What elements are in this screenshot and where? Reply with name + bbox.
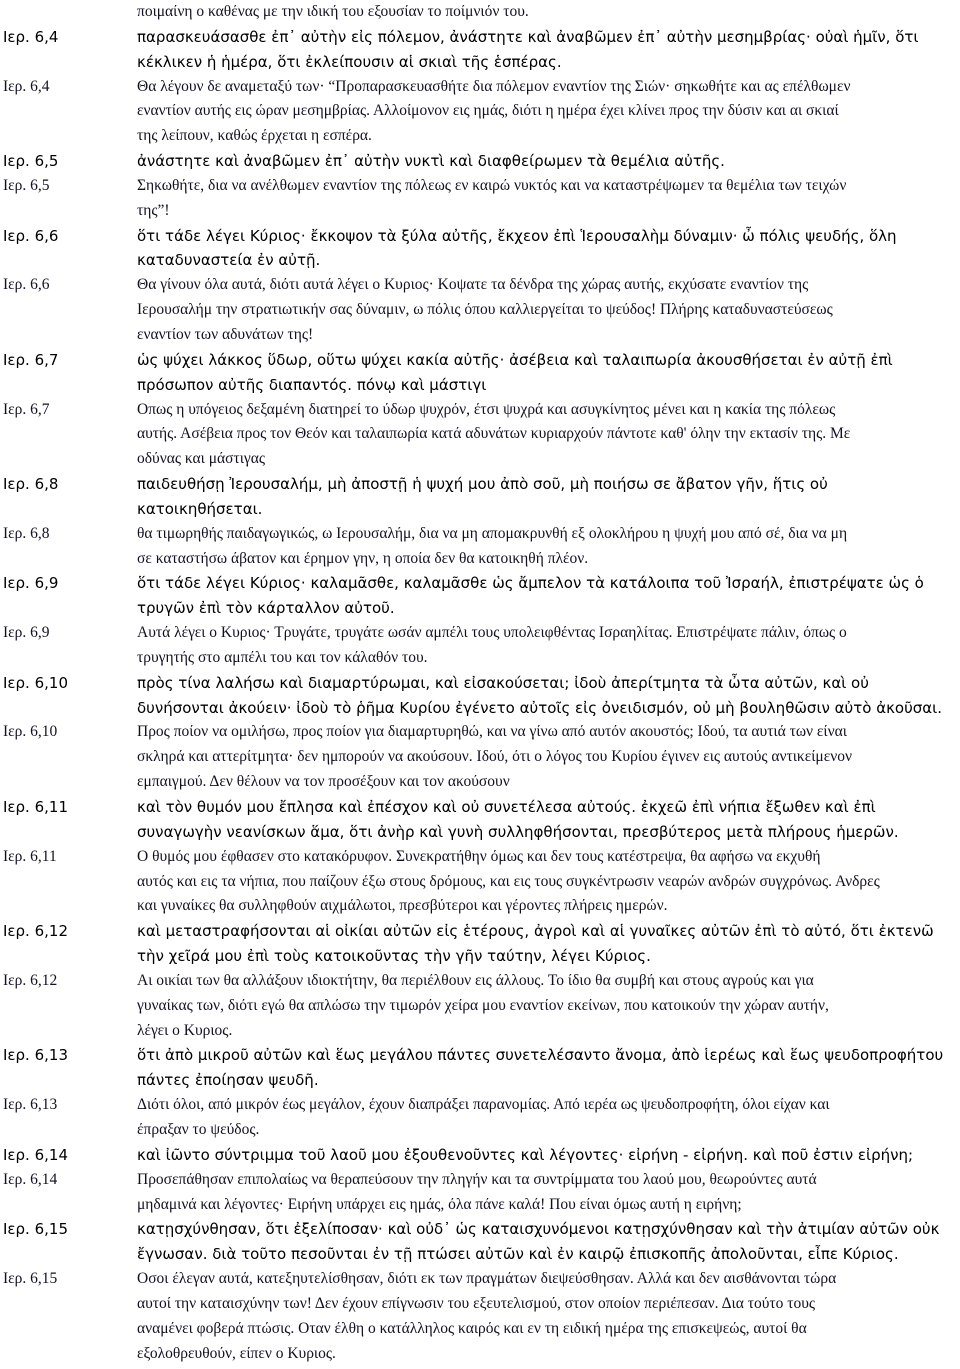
- verse-block-modern: [0, 845, 960, 920]
- verse-reference: Ιερ. 6,6: [3, 276, 50, 294]
- text-line: [0, 547, 960, 572]
- verse-reference: Ιερ. 6,9: [3, 624, 50, 642]
- line-text: Θα λέγουν δε αναμεταξύ των· “Προπαρασκευασθήτε δια πόλεμον εναντίον της Σιών· σηκωθήτε και ας επέλθωμεν: [137, 77, 851, 95]
- line-text: παρασκευάσασθε ἐπ᾿ αὐτὴν εἰς πόλεμον, ἀνάστητε καὶ ἀναβῶμεν ἐπ᾿ αὐτὴν μεσημβρίας· οὐαὶ ἡμῖν, ὅτι: [137, 27, 919, 46]
- verse-line-modern: [137, 1193, 955, 1218]
- verse-block-modern: [0, 969, 960, 1044]
- verse-line-ancient: [137, 50, 955, 75]
- text-line: [0, 25, 960, 50]
- verse-line-ancient: [137, 25, 955, 50]
- text-line: [0, 348, 960, 373]
- verse-reference-empty: [0, 696, 137, 721]
- verse-reference: Ιερ. 6,11: [3, 798, 68, 816]
- text-line: [0, 199, 960, 224]
- line-text: συναγωγὴν νεανίσκων ἅμα, ὅτι ἀνὴρ καὶ γυνὴ συλληφθήσονται, πρεσβύτερος μετὰ πλήρους ἡμερῶν.: [137, 822, 899, 841]
- verse-line-modern: [137, 1267, 955, 1292]
- verse-line-ancient: [137, 795, 955, 820]
- line-text: Ιερουσαλήμ την στρατιωτικήν σας δύναμιν, ω πόλις όπου καλλιεργείται το ψεύδος! Πλήρης καταδυναστεύσεως: [137, 301, 833, 319]
- text-line: [0, 323, 960, 348]
- line-text: γυναίκας των, διότι εγώ θα απλώσω την τιμωρόν χείρα μου εναντίον εκείνων, που κατοικούν την χώραν αυτήν,: [137, 996, 829, 1014]
- verse-reference-empty: [0, 373, 137, 398]
- verse-reference: Ιερ. 6,10: [3, 723, 58, 741]
- verse-line-ancient: [137, 1143, 955, 1168]
- text-line: [0, 1317, 960, 1342]
- verse-reference: Ιερ. 6,7: [3, 400, 50, 418]
- line-text: τρυγῶν ἐπὶ τὸν κάρταλλον αὐτοῦ.: [137, 599, 395, 618]
- verse-block-modern: [0, 720, 960, 795]
- text-line: [0, 1292, 960, 1317]
- line-text: κατοικηθήσεται.: [137, 499, 263, 518]
- text-line: [0, 646, 960, 671]
- verse-reference-empty: [0, 944, 137, 969]
- verse-line-modern: [137, 174, 955, 199]
- line-text: της”!: [137, 201, 170, 219]
- text-line: [0, 1068, 960, 1093]
- verse-block-ancient: [0, 149, 960, 174]
- line-text: δυνήσονται ἀκούειν· ἰδοὺ τὸ ῥῆμα Κυρίου ἐγένετο αὐτοῖς εἰς ὀνειδισμόν, οὐ μὴ βουληθῶσιν αὐτὸ ἀκοῦσαι.: [137, 698, 943, 717]
- verse-line-modern: [137, 720, 955, 745]
- verse-block-modern: [0, 174, 960, 224]
- verse-line-modern: [137, 969, 955, 994]
- verse-line-ancient: [137, 571, 955, 596]
- text-line: [0, 820, 960, 845]
- text-line: [0, 398, 960, 423]
- line-text: Διότι όλοι, από μικρόν έως μεγάλον, έχουν διαπράξει παρανομίας. Από ιερέα ως ψευδοπροφήτη, όλοι είχαν και: [137, 1096, 830, 1114]
- line-text: αυτοί την καταισχύνην των! Δεν έχουν επίγνωσιν του εξευτελισμού, στον οποίον περιέπεσαν. Δια τούτο τους: [137, 1294, 816, 1312]
- verse-reference: Ιερ. 6,7: [3, 350, 59, 369]
- line-text: εναντίον αυτής εις ώραν μεσημβρίας. Αλλοίμονον εις ημάς, διότι η ημέρα έχει κλίνει προς την δύσιν και αι σκιαί: [137, 102, 839, 120]
- verse-reference-empty: [0, 248, 137, 273]
- line-text: εμπαιγμού. Δεν θέλουν να τον προσέξουν και τον ακούσουν: [137, 773, 510, 791]
- verse-line-ancient: [137, 1068, 955, 1093]
- verse-block-modern: [0, 621, 960, 671]
- verse-line-modern: [137, 75, 955, 100]
- verse-line-ancient: [137, 348, 955, 373]
- line-text: ποιμαίνη ο καθένας με την ιδική του εξουσίαν το ποίμνιόν του.: [137, 3, 529, 20]
- verse-block-ancient: [0, 224, 960, 274]
- verse-reference-empty: [0, 1019, 137, 1044]
- line-text: αναμένει φοβερά πτώσις. Οταν έλθη ο κατάλληλος καιρός και εν τη ειδική ημέρα της επισκεψεώς, αυτοί θα: [137, 1319, 807, 1337]
- line-text: ὅτι ἀπὸ μικροῦ αὐτῶν καὶ ἕως μεγάλου πάντες συνετελέσαντο ἄνομα, ἀπὸ ἱερέως καὶ ἕως ψευδοπροφήτου: [137, 1046, 944, 1065]
- text-line: [0, 50, 960, 75]
- line-text: Προς ποίον να ομιλήσω, προς ποίον για διαμαρτυρηθώ, και να γίνω από αυτόν ακουστός; Ιδού, τα αυτιά των είναι: [137, 723, 847, 741]
- verse-reference: Ιερ. 6,15: [3, 1220, 68, 1239]
- verse-block-ancient: [0, 795, 960, 845]
- verse-line-modern: [137, 0, 955, 25]
- verse-reference: Ιερ. 6,13: [3, 1046, 68, 1065]
- verse-reference: Ιερ. 6,12: [3, 922, 68, 941]
- line-text: εναντίον των αδυνάτων της!: [137, 325, 314, 343]
- verse-reference: Ιερ. 6,13: [3, 1096, 58, 1114]
- verse-reference-empty: [0, 199, 137, 224]
- text-line: [0, 472, 960, 497]
- text-line: [0, 969, 960, 994]
- line-text: οδύνας και μάστιγας: [137, 450, 266, 468]
- line-text: τὴν χεῖρά μου ἐπὶ τοὺς κατοικοῦντας τὴν γῆν ταύτην, λέγει Κύριος.: [137, 947, 651, 966]
- verse-reference-empty: [0, 1118, 137, 1143]
- verse-reference-empty: [0, 745, 137, 770]
- verse-reference: Ιερ. 6,5: [3, 176, 50, 194]
- verse-line-modern: [137, 273, 955, 298]
- text-line: [0, 1118, 960, 1143]
- text-line: [0, 1242, 960, 1267]
- verse-line-modern: [137, 1342, 955, 1367]
- verse-line-ancient: [137, 1242, 955, 1267]
- line-text: λέγει ο Κυριος.: [137, 1021, 233, 1039]
- verse-reference: Ιερ. 6,15: [3, 1270, 58, 1288]
- verse-line-modern: [137, 199, 955, 224]
- verse-line-modern: [137, 522, 955, 547]
- verse-line-modern: [137, 646, 955, 671]
- line-text: καὶ τὸν θυμόν μου ἔπλησα καὶ ἐπέσχον καὶ οὐ συνετέλεσα αὐτούς. ἐκχεῶ ἐπὶ νήπια ἔξωθεν καὶ ἐπὶ: [137, 798, 876, 816]
- verse-reference: Ιερ. 6,6: [3, 226, 59, 245]
- text-line: [0, 621, 960, 646]
- verse-line-ancient: [137, 224, 955, 249]
- text-line: [0, 919, 960, 944]
- verse-line-modern: [137, 894, 955, 919]
- text-line: [0, 174, 960, 199]
- text-line: [0, 99, 960, 124]
- verse-block-ancient: [0, 671, 960, 721]
- verse-line-modern: [137, 1019, 955, 1044]
- text-line: [0, 1217, 960, 1242]
- verse-reference-empty: [0, 298, 137, 323]
- text-line: [0, 795, 960, 820]
- verse-line-modern: [137, 1292, 955, 1317]
- verse-reference-empty: [0, 1317, 137, 1342]
- verse-line-ancient: [137, 472, 955, 497]
- line-text: Οπως η υπόγειος δεξαμένη διατηρεί το ύδωρ ψυχρόν, έτσι ψυχρά και ασυγκίνητος μένει και η κακία της πόλεως: [137, 400, 836, 418]
- verse-line-modern: [137, 99, 955, 124]
- text-line: [0, 298, 960, 323]
- verse-line-ancient: [137, 248, 955, 273]
- line-text: παιδευθήσῃ Ἰερουσαλήμ, μὴ ἀποστῇ ἡ ψυχή μου ἀπὸ σοῦ, μὴ ποιήσω σε ἄβατον γῆν, ἥτις οὐ: [137, 475, 828, 494]
- line-text: πρόσωπον αὐτῆς διαπαντός. πόνῳ καὶ μάστιγι: [137, 375, 487, 394]
- verse-block-ancient: [0, 348, 960, 398]
- verse-reference-empty: [0, 0, 137, 25]
- text-line: [0, 522, 960, 547]
- line-text: σε καταστήσω άβατον και έρημον γην, η οποία δεν θα κατοικηθή πλέον.: [137, 549, 589, 567]
- verse-reference-empty: [0, 596, 137, 621]
- verse-line-ancient: [137, 596, 955, 621]
- text-line: [0, 0, 960, 25]
- line-text: ὅτι τάδε λέγει Κύριος· ἔκκοψον τὰ ξύλα αὐτῆς, ἔκχεον ἐπὶ Ἱερουσαλὴμ δύναμιν· ὦ πόλις ψευδής, ὅλη: [137, 226, 897, 245]
- line-text: και γυναίκες θα συλληφθούν αιχμάλωτοι, πρεσβύτεροι και γέροντες πλήρεις ημερών.: [137, 897, 668, 915]
- verse-reference: Ιερ. 6,8: [3, 524, 50, 542]
- text-line: [0, 994, 960, 1019]
- verse-block-modern: [0, 1267, 960, 1366]
- verse-reference: Ιερ. 6,4: [3, 27, 59, 46]
- text-line: [0, 571, 960, 596]
- line-text: σκληρά και αττερίτμητα· δεν ημπορούν να ακούσουν. Ιδού, ότι ο λόγος του Κυρίου έγινεν εις αυτούς αντικείμενον: [137, 748, 852, 766]
- verse-block-ancient: [0, 1217, 960, 1267]
- text-line: [0, 870, 960, 895]
- verse-reference: Ιερ. 6,11: [3, 847, 57, 865]
- line-text: Αι οικίαι των θα αλλάξουν ιδιοκτήτην, θα περιέλθουν εις άλλους. Το ίδιο θα συμβή και στους αγρούς και για: [137, 971, 814, 989]
- verse-line-modern: [137, 870, 955, 895]
- text-line: [0, 770, 960, 795]
- line-text: πρὸς τίνα λαλήσω καὶ διαμαρτύρωμαι, καὶ εἰσακούσεται; ἰδοὺ ἀπερίτμητα τὰ ὦτα αὐτῶν, καὶ οὐ: [137, 673, 869, 692]
- text-line: [0, 745, 960, 770]
- text-line: [0, 944, 960, 969]
- continued-text-block: [0, 0, 960, 25]
- verse-block-ancient: [0, 1143, 960, 1168]
- verse-line-ancient: [137, 671, 955, 696]
- verse-reference-empty: [0, 820, 137, 845]
- verse-reference-empty: [0, 1242, 137, 1267]
- line-text: καὶ μεταστραφήσονται αἱ οἰκίαι αὐτῶν εἰς ἑτέρους, ἀγροὶ καὶ αἱ γυναῖκες αὐτῶν ἐπὶ τὸ αὐτό, ὅτι ἐκτενῶ: [137, 922, 934, 941]
- text-line: [0, 1168, 960, 1193]
- line-text: Ο θυμός μου έφθασεν στο κατακόρυφον. Συνεκρατήθην όμως και δεν τους κατέστρεψα, θα αφήσω να εκχυθή: [137, 847, 821, 865]
- verse-reference-empty: [0, 1068, 137, 1093]
- verse-block-modern: [0, 522, 960, 572]
- verse-line-modern: [137, 547, 955, 572]
- verse-reference-empty: [0, 894, 137, 919]
- line-text: καὶ ἰῶντο σύντριμμα τοῦ λαοῦ μου ἐξουθενοῦντες καὶ λέγοντες· εἰρήνη - εἰρήνη. καὶ ποῦ ἐστιν εἰρήνη;: [137, 1145, 914, 1164]
- verse-line-ancient: [137, 820, 955, 845]
- text-line: [0, 696, 960, 721]
- verse-line-modern: [137, 845, 955, 870]
- verse-line-modern: [137, 422, 955, 447]
- verse-block-modern: [0, 398, 960, 473]
- text-line: [0, 273, 960, 298]
- verse-line-modern: [137, 1118, 955, 1143]
- verse-reference: Ιερ. 6,4: [3, 77, 50, 95]
- verse-reference-empty: [0, 497, 137, 522]
- line-text: ἀνάστητε καὶ ἀναβῶμεν ἐπ᾿ αὐτὴν νυκτὶ καὶ διαφθείρωμεν τὰ θεμέλια αὐτῆς.: [137, 152, 725, 171]
- line-text: κέκλικεν ἡ ἡμέρα, ὅτι ἐκλείπουσιν αἱ σκιαὶ τῆς ἑσπέρας.: [137, 52, 562, 71]
- text-line: [0, 248, 960, 273]
- verse-block-ancient: [0, 25, 960, 75]
- verse-reference: Ιερ. 6,10: [3, 673, 68, 692]
- text-line: [0, 1043, 960, 1068]
- verse-line-modern: [137, 770, 955, 795]
- verse-reference: Ιερ. 6,14: [3, 1145, 68, 1164]
- verse-reference-empty: [0, 994, 137, 1019]
- line-text: τρυγητής στο αμπέλι του και τον κάλαθόν του.: [137, 648, 428, 666]
- verse-reference-empty: [0, 323, 137, 348]
- line-text: καταδυναστεία ἐν αὐτῇ.: [137, 251, 321, 270]
- verse-line-ancient: [137, 497, 955, 522]
- verse-list: [0, 25, 960, 1367]
- verse-reference-empty: [0, 870, 137, 895]
- verse-reference-empty: [0, 547, 137, 572]
- text-line: [0, 1193, 960, 1218]
- verse-line-ancient: [137, 149, 955, 174]
- text-line: [0, 224, 960, 249]
- verse-block-modern: [0, 1093, 960, 1143]
- text-line: [0, 1267, 960, 1292]
- text-line: [0, 845, 960, 870]
- text-line: [0, 1342, 960, 1367]
- line-text: Σηκωθήτε, δια να ανέλθωμεν εναντίον της πόλεως εν καιρώ νυκτός και να καταστρέψωμεν τα θεμέλια των τειχών: [137, 176, 847, 194]
- verse-reference-empty: [0, 447, 137, 472]
- line-text: αυτής. Ασέβεια προς τον Θεόν και ταλαιπωρία κατά αδυνάτων κυριαρχούν πάντοτε καθ' όλην την εκτασίν της. Με: [137, 425, 851, 443]
- verse-reference: Ιερ. 6,14: [3, 1170, 58, 1188]
- verse-line-modern: [137, 1168, 955, 1193]
- verse-line-modern: [137, 298, 955, 323]
- verse-reference: Ιερ. 6,9: [3, 574, 59, 593]
- verse-line-modern: [137, 323, 955, 348]
- verse-block-ancient: [0, 919, 960, 969]
- verse-block-ancient: [0, 472, 960, 522]
- text-line: [0, 720, 960, 745]
- line-text: ἔγνωσαν. διὰ τοῦτο πεσοῦνται ἐν τῇ πτώσει αὐτῶν καὶ ἐν καιρῷ ἐπισκοπῆς ἀπολοῦνται, εἶπε Κύριος.: [137, 1245, 899, 1264]
- verse-line-modern: [137, 124, 955, 149]
- verse-line-modern: [137, 398, 955, 423]
- verse-reference: Ιερ. 6,12: [3, 971, 58, 989]
- text-line: [0, 671, 960, 696]
- verse-block-ancient: [0, 1043, 960, 1093]
- verse-line-ancient: [137, 919, 955, 944]
- verse-reference-empty: [0, 646, 137, 671]
- verse-line-modern: [137, 1317, 955, 1342]
- verse-block-ancient: [0, 571, 960, 621]
- verse-line-ancient: [137, 944, 955, 969]
- verse-line-modern: [137, 447, 955, 472]
- line-text: μηδαμινά και λέγοντες· Ειρήνη υπάρχει εις ημάς, όλα πάνε καλά! Που είναι όμως αυτή η ειρήνη;: [137, 1195, 742, 1213]
- line-text: Θα γίνουν όλα αυτά, διότι αυτά λέγει ο Κυριος· Κοψατε τα δένδρα της χώρας αυτής, εκχύσατε εναντίον της: [137, 276, 809, 294]
- text-line: [0, 1143, 960, 1168]
- verse-reference-empty: [0, 50, 137, 75]
- verse-reference: Ιερ. 6,5: [3, 152, 59, 171]
- verse-line-ancient: [137, 1043, 955, 1068]
- text-line: [0, 596, 960, 621]
- text-line: [0, 1093, 960, 1118]
- text-line: [0, 124, 960, 149]
- verse-block-modern: [0, 1168, 960, 1218]
- verse-reference-empty: [0, 1342, 137, 1367]
- verse-line-modern: [137, 745, 955, 770]
- line-text: Προσεπάθησαν επιπολαίως να θεραπεύσουν την πληγήν και τα συντρίμματα του λαού μου, θεωρούντες αυτά: [137, 1170, 817, 1188]
- line-text: εξολοθρευθούν, είπεν ο Κυριος.: [137, 1344, 336, 1362]
- verse-line-modern: [137, 994, 955, 1019]
- verse-line-modern: [137, 1093, 955, 1118]
- verse-reference-empty: [0, 1292, 137, 1317]
- verse-line-ancient: [137, 1217, 955, 1242]
- text-line: [0, 497, 960, 522]
- verse-reference-empty: [0, 124, 137, 149]
- text-line: [0, 1019, 960, 1044]
- line-text: θα τιμωρηθής παιδαγωγικώς, ω Ιερουσαλήμ, δια να μη απομακρυνθή εξ ολοκλήρου η ψυχή μου από σέ, δια να μη: [137, 524, 848, 542]
- text-line: [0, 447, 960, 472]
- line-text: ὅτι τάδε λέγει Κύριος· καλαμᾶσθε, καλαμᾶσθε ὡς ἄμπελον τὰ κατάλοιπα τοῦ Ἰσραήλ, ἐπιστρέψατε ὡς ὁ: [137, 574, 924, 593]
- verse-block-modern: [0, 273, 960, 348]
- text-line: [0, 75, 960, 100]
- text-line: [0, 373, 960, 398]
- line-text: κατῃσχύνθησαν, ὅτι ἐξελίποσαν· καὶ οὐδ᾿ ὡς καταισχυνόμενοι κατῃσχύνθησαν καὶ τὴν ἀτιμίαν αὐτῶν οὐκ: [137, 1220, 940, 1239]
- verse-line-ancient: [137, 373, 955, 398]
- verse-reference-empty: [0, 99, 137, 124]
- line-text: Αυτά λέγει ο Κυριος· Τρυγάτε, τρυγάτε ωσάν αμπέλι τους υπολειφθέντας Ισραηλίτας. Επιστρέψατε πάλιν, όπως ο: [137, 624, 847, 642]
- verse-reference-empty: [0, 770, 137, 795]
- verse-reference-empty: [0, 1193, 137, 1218]
- text-line: [0, 149, 960, 174]
- verse-line-modern: [137, 621, 955, 646]
- text-line: [0, 422, 960, 447]
- line-text: Οσοι έλεγαν αυτά, κατεξηυτελίσθησαν, διότι εκ των πραγμάτων διεψεύσθησαν. Αλλά και δεν αισθάνονται τώρα: [137, 1270, 837, 1288]
- line-text: της λείπουν, καθώς έρχεται η εσπέρα.: [137, 127, 372, 145]
- verse-line-ancient: [137, 696, 955, 721]
- verse-reference-empty: [0, 422, 137, 447]
- line-text: πάντες ἐποίησαν ψευδῆ.: [137, 1071, 319, 1090]
- line-text: έπραξαν το ψεύδος.: [137, 1120, 260, 1138]
- verse-reference: Ιερ. 6,8: [3, 475, 59, 494]
- verse-block-modern: [0, 75, 960, 150]
- line-text: ὡς ψύχει λάκκος ὕδωρ, οὕτω ψύχει κακία αὐτῆς· ἀσέβεια καὶ ταλαιπωρία ἀκουσθήσεται ἐν αὐτῇ ἐπὶ: [137, 350, 893, 369]
- text-line: [0, 894, 960, 919]
- line-text: αυτός και εις τα νήπια, που παίζουν έξω στους δρόμους, και εις τους συγκέντρωσιν νεαρών ανδρών συγχρόνως. Ανδρες: [137, 872, 880, 890]
